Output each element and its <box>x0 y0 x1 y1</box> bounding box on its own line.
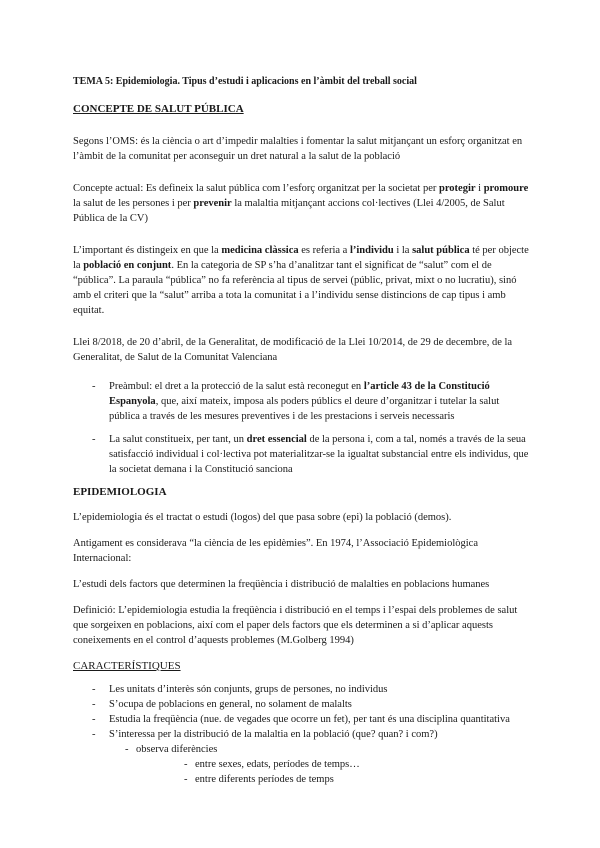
list-item: - S’ocupa de poblacions en general, no solament de malalts <box>73 697 529 712</box>
section-heading-salut-publica: CONCEPTE DE SALUT PÚBLICA <box>73 103 244 115</box>
paragraph-distinction <box>73 243 529 318</box>
list-item: - Les unitats d’interès són conjunts, grups de persones, no individus <box>73 682 529 697</box>
paragraph-current-concept <box>73 181 529 226</box>
text-run: . En la categoria de SP s’ha d’analitzar tant el significat de “salut” com el de “pública”. La paraula “pública” no fa referència al tipus de servei (públic, privat, mixt o no lucratiu), sinó amb el criteri que la “salut” arriba a tota la comunitat i a l’individu sense distincions de cap tipus i amb equitat. <box>73 260 517 316</box>
text-run: la malaltia mitjançant accions col·lectives (Llei 4/2005, de Salut Pública de la CV) <box>73 198 505 224</box>
characteristics-list <box>73 682 529 787</box>
text-run: es referia a <box>298 245 350 256</box>
bold-term-salut-publica: salut pública <box>412 245 470 256</box>
sub-sub-list-item: - entre sexes, edats, períodes de temps… <box>136 757 529 772</box>
paragraph-study-factors: L’estudi dels factors que determinen la freqüència i distribució de malalties en poblacions humanes <box>73 579 490 590</box>
text-run: L’important és distingeix en que la <box>73 245 222 256</box>
text-run: S’interessa per la distribució de la malaltia en la població (que? quan? i com?) <box>109 729 438 740</box>
law-bullet-list <box>73 379 529 477</box>
text-run: té per objecte la <box>73 245 529 271</box>
paragraph-definition: Definició: L’epidemiologia estudia la freqüència i distribució en el temps i l’espai dels problemes de salut que sorgeixen en poblacions, així com el paper dels factors que els determinen a si d’aplicar aquests coneixements en el control d’aquests problemes (M.Golberg 1994) <box>73 605 518 646</box>
bold-term-poblacio-conjunt: població en conjunt <box>83 260 172 271</box>
paragraph-oms-definition: Segons l’OMS: és la ciència o art d’impedir malalties i fomentar la salut mitjançant un esforç organitzat en l’àmbit de la comunitat per aconseguir un dret natural a la salut de la població <box>73 136 523 162</box>
bold-term-article-43: l’article 43 de la Constitució Espanyola <box>109 381 490 407</box>
paragraph-history: Antigament es considerava “la ciència de les epidèmies”. En 1974, l’Associació Epidemiològica Internacional: <box>73 538 478 564</box>
document-content <box>73 74 529 787</box>
paragraph-law: Llei 8/2018, de 20 d’abril, de la Generalitat, de modificació de la Llei 10/2014, de 29 de decembre, de la Generalitat, de Salut de la Comunitat Valenciana <box>73 337 513 363</box>
bold-term-promoure: promoure <box>483 183 529 194</box>
text-run: Concepte actual: Es defineix la salut pública com l’esforç organitzat per la societat per <box>73 183 439 194</box>
bold-term-individu: l’individu <box>349 245 394 256</box>
document-title: TEMA 5: Epidemiologia. Tipus d’estudi i aplicacions en l’àmbit del treball social <box>73 76 417 87</box>
text-run: , que, així mateix, imposa als poders públics el deure d’organitzar i tutelar la salut pública a través de les mesures preventives i de les prestacions i serveis necessaris <box>109 396 500 422</box>
sub-list-item <box>109 742 529 787</box>
text-run: i la <box>393 245 413 256</box>
bold-term-medicina-classica: medicina clàssica <box>221 245 299 256</box>
list-item <box>73 379 529 424</box>
text-run: Preàmbul: el dret a la protecció de la salut està reconegut en <box>109 381 364 392</box>
list-item: - Estudia la freqüència (nue. de vegades que ocorre un fet), per tant és una disciplina quantitativa <box>73 712 529 727</box>
bold-term-dret-essencial: dret essencial <box>246 434 307 445</box>
list-item <box>73 727 529 787</box>
sub-list <box>109 742 529 787</box>
text-run: de la persona i, com a tal, només a través de la seua satisfacció individual i col·lectiva pot materialitzar-se la igualtat substancial entre els individus, que la societat demana i la Constitució sanciona <box>109 434 529 475</box>
text-run: La salut constitueix, per tant, un <box>109 434 247 445</box>
text-run: i <box>475 183 484 194</box>
text-run: observa diferències <box>136 744 218 755</box>
bold-term-protegir: protegir <box>439 183 476 194</box>
section-heading-caracteristiques: CARACTERÍSTIQUES <box>73 660 181 672</box>
paragraph-epidemiology-etymology: L’epidemiologia és el tractat o estudi (logos) del que pasa sobre (epi) la població (demos). <box>73 512 452 523</box>
list-item <box>73 432 529 477</box>
text-run: la salut de les persones i per <box>73 198 194 209</box>
sub-sub-list <box>136 757 529 787</box>
section-heading-epidemiologia: EPIDEMIOLOGIA <box>73 486 167 498</box>
sub-sub-list-item: - entre diferents períodes de temps <box>136 772 529 787</box>
bold-term-prevenir: prevenir <box>193 198 232 209</box>
